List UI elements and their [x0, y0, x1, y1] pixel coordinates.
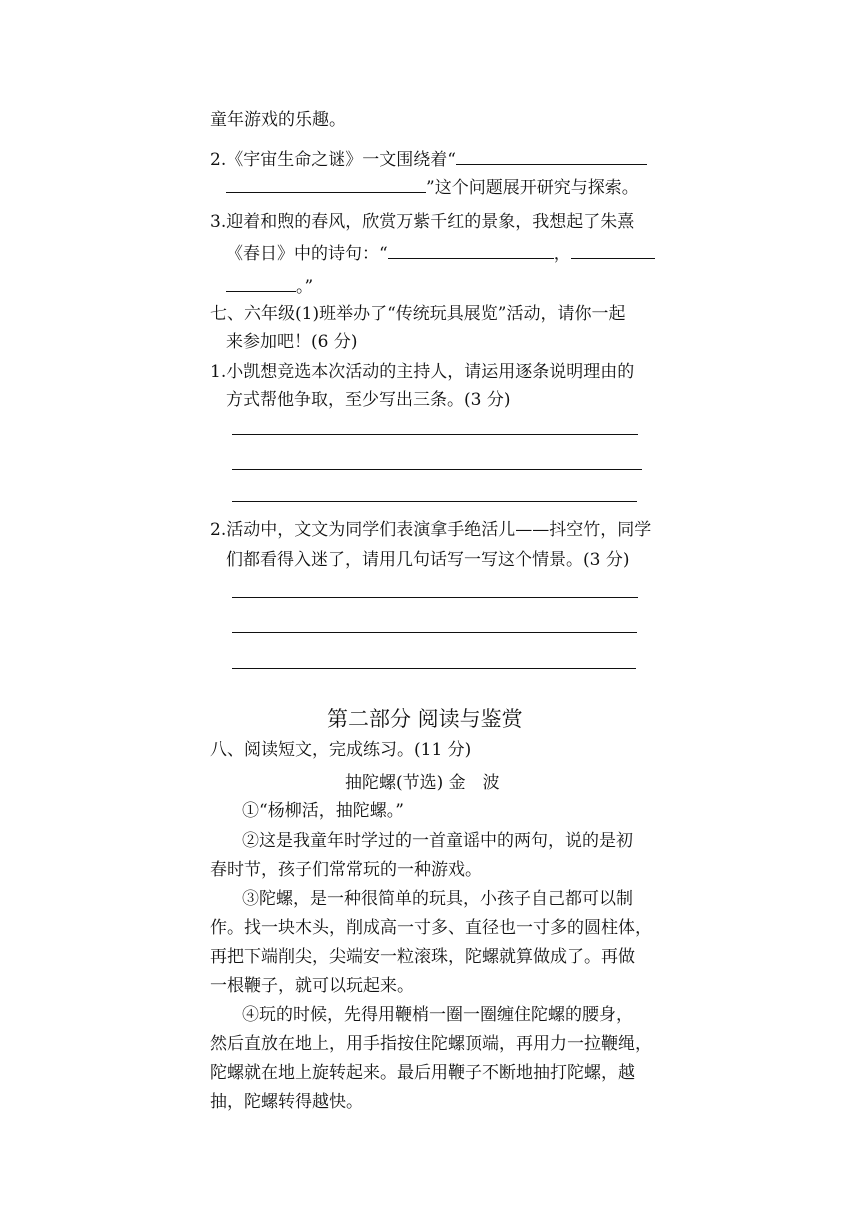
paragraph-3-line: 作。找一块木头，削成高一寸多、直径也一寸多的圆柱体，	[210, 918, 652, 938]
punctuation: ，	[553, 244, 571, 264]
paragraph-4-line: ④玩的时候，先得用鞭梢一圈一圈缠住陀螺的腰身，	[242, 1005, 633, 1025]
paragraph-4-line: 抽，陀螺转得越快。	[210, 1092, 363, 1112]
paragraph-1: ①“杨柳活，抽陀螺。”	[242, 801, 404, 821]
answer-line[interactable]	[232, 434, 638, 435]
part-2-title: 第二部分 阅读与鉴赏	[327, 707, 523, 731]
paragraph-2-line: 春时节，孩子们常常玩的一种游戏。	[210, 860, 482, 880]
text-line: 童年游戏的乐趣。	[210, 110, 346, 130]
answer-line[interactable]	[232, 501, 637, 502]
passage-title: 抽陀螺(节选) 金 波	[345, 773, 500, 793]
fill-blank[interactable]	[388, 244, 554, 259]
section-7-heading: 七、六年级(1)班举办了“传统玩具展览”活动，请你一起	[210, 304, 626, 324]
answer-line[interactable]	[232, 597, 638, 598]
question-7-1-line-2: 方式帮他争取，至少写出三条。(3 分)	[226, 390, 511, 410]
paragraph-4-line: 然后直放在地上，用手指按住陀螺顶端，再用力一拉鞭绳，	[210, 1034, 652, 1054]
question-2-line-1	[210, 149, 647, 171]
question-3-line-2	[226, 243, 655, 265]
paragraph-4-line: 陀螺就在地上旋转起来。最后用鞭子不断地抽打陀螺，越	[210, 1063, 635, 1083]
answer-line[interactable]	[232, 668, 636, 669]
paragraph-3-line: ③陀螺，是一种很简单的玩具，小孩子自己都可以制	[242, 889, 633, 909]
answer-line[interactable]	[232, 632, 637, 633]
fill-blank[interactable]	[456, 150, 647, 165]
question-7-1-line-1: 1.小凯想竞选本次活动的主持人，请运用逐条说明理由的	[210, 362, 635, 382]
section-7-heading-cont: 来参加吧！(6 分)	[226, 332, 358, 352]
section-8-heading: 八、阅读短文，完成练习。(11 分)	[210, 740, 472, 760]
question-text: 2.《宇宙生命之谜》一文围绕着“	[210, 150, 456, 170]
paragraph-3-line: 再把下端削尖，尖端安一粒滚珠，陀螺就算做成了。再做	[210, 947, 635, 967]
fill-blank[interactable]	[226, 178, 426, 193]
question-7-2-line-1: 2.活动中，文文为同学们表演拿手绝活儿——抖空竹，同学	[210, 520, 652, 540]
fill-blank[interactable]	[571, 244, 655, 259]
question-2-line-2	[226, 177, 639, 199]
fill-blank[interactable]	[226, 277, 296, 292]
answer-line[interactable]	[232, 469, 642, 470]
question-3-line-3	[226, 276, 313, 298]
question-3-line-1: 3.迎着和煦的春风，欣赏万紫千红的景象，我想起了朱熹	[210, 212, 635, 232]
paragraph-2-line: ②这是我童年时学过的一首童谣中的两句，说的是初	[242, 831, 633, 851]
paragraph-3-line: 一根鞭子，就可以玩起来。	[210, 976, 414, 996]
question-text: 《春日》中的诗句：“	[226, 244, 388, 264]
question-7-2-line-2: 们都看得入迷了，请用几句话写一写这个情景。(3 分)	[226, 550, 630, 570]
question-text: ”这个问题展开研究与探索。	[426, 178, 639, 198]
punctuation: 。”	[296, 277, 314, 297]
